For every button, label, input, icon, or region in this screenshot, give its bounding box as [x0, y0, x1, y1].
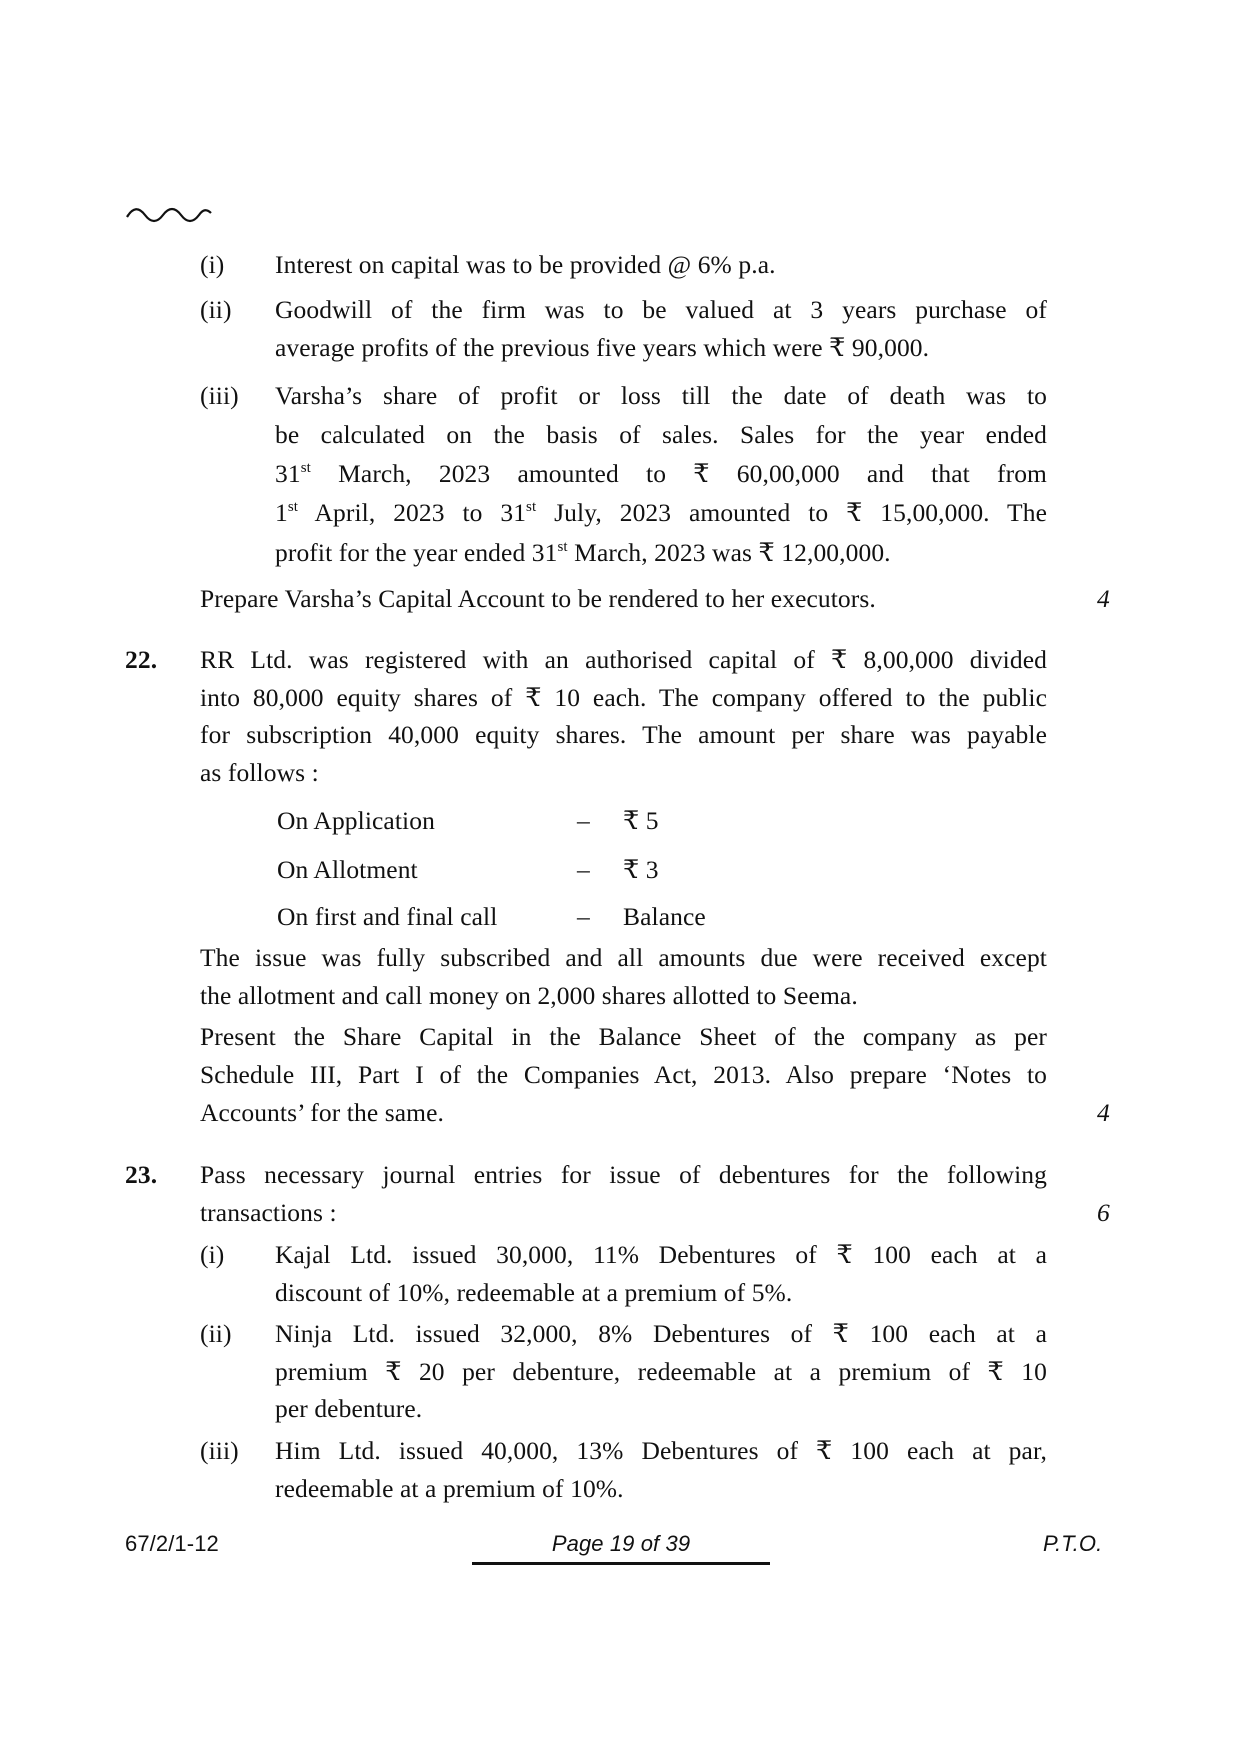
- item-text: Ninja Ltd. issued 32,000, 8% Debentures of ₹ 100 each at a: [275, 1319, 1047, 1348]
- item-text: per debenture.: [275, 1394, 423, 1423]
- item-text: profit for the year ended 31st March, 2023 was ₹ 12,00,000.: [275, 538, 891, 567]
- question-text: Pass necessary journal entries for issue of debentures for the following: [200, 1160, 1047, 1189]
- question-text: for subscription 40,000 equity shares. The amount per share was payable: [200, 720, 1047, 749]
- schedule-dash: –: [577, 806, 590, 835]
- question-text: The issue was fully subscribed and all amounts due were received except: [200, 943, 1047, 972]
- question-text: RR Ltd. was registered with an authorised capital of ₹ 8,00,000 divided: [200, 645, 1047, 674]
- item-text: redeemable at a premium of 10%.: [275, 1474, 624, 1503]
- question-text: into 80,000 equity shares of ₹ 10 each. The company offered to the public: [200, 683, 1047, 712]
- schedule-value: ₹ 5: [623, 806, 659, 835]
- wavy-line-icon: [125, 203, 215, 227]
- pto-label: P.T.O.: [1043, 1531, 1103, 1556]
- schedule-label: On Application: [277, 806, 435, 835]
- item-label: (iii): [200, 1436, 239, 1465]
- item-label: (ii): [200, 1319, 232, 1348]
- schedule-value: Balance: [623, 902, 706, 931]
- schedule-label: On first and final call: [277, 902, 498, 931]
- question-text: the allotment and call money on 2,000 shares allotted to Seema.: [200, 981, 858, 1010]
- page-number: Page 19 of 39: [472, 1529, 770, 1565]
- item-label: (i): [200, 1240, 225, 1269]
- question-number: 23.: [125, 1160, 158, 1189]
- question-text: Accounts’ for the same.: [200, 1098, 444, 1127]
- question-text: Schedule III, Part I of the Companies Act, 2013. Also prepare ‘Notes to: [200, 1060, 1047, 1089]
- marks: 4: [1097, 584, 1110, 613]
- marks: 4: [1097, 1098, 1110, 1127]
- paper-code: 67/2/1-12: [125, 1531, 219, 1556]
- item-text: Varsha’s share of profit or loss till the date of death was to: [275, 381, 1047, 410]
- question-number: 22.: [125, 645, 158, 674]
- schedule-value: ₹ 3: [623, 855, 659, 884]
- item-label: (i): [200, 250, 225, 279]
- item-text: be calculated on the basis of sales. Sales for the year ended: [275, 420, 1047, 449]
- instruction-text: Prepare Varsha’s Capital Account to be rendered to her executors.: [200, 584, 876, 613]
- question-text: as follows :: [200, 758, 319, 787]
- item-text: 1st April, 2023 to 31st July, 2023 amounted to ₹ 15,00,000. The: [275, 498, 1047, 527]
- schedule-dash: –: [577, 902, 590, 931]
- item-text: 31st March, 2023 amounted to ₹ 60,00,000 and that from: [275, 459, 1047, 488]
- question-text: Present the Share Capital in the Balance Sheet of the company as per: [200, 1022, 1047, 1051]
- item-text: average profits of the previous five years which were ₹ 90,000.: [275, 333, 930, 362]
- item-text: Kajal Ltd. issued 30,000, 11% Debentures of ₹ 100 each at a: [275, 1240, 1047, 1269]
- item-text: Him Ltd. issued 40,000, 13% Debentures of ₹ 100 each at par,: [275, 1436, 1047, 1465]
- schedule-dash: –: [577, 855, 590, 884]
- item-text: discount of 10%, redeemable at a premium of 5%.: [275, 1278, 793, 1307]
- schedule-label: On Allotment: [277, 855, 418, 884]
- item-text: Goodwill of the firm was to be valued at 3 years purchase of: [275, 295, 1047, 324]
- item-label: (iii): [200, 381, 239, 410]
- marks: 6: [1097, 1198, 1110, 1227]
- item-text: premium ₹ 20 per debenture, redeemable at a premium of ₹ 10: [275, 1357, 1047, 1386]
- item-text: Interest on capital was to be provided @ 6% p.a.: [275, 250, 776, 279]
- question-text: transactions :: [200, 1198, 337, 1227]
- item-label: (ii): [200, 295, 232, 324]
